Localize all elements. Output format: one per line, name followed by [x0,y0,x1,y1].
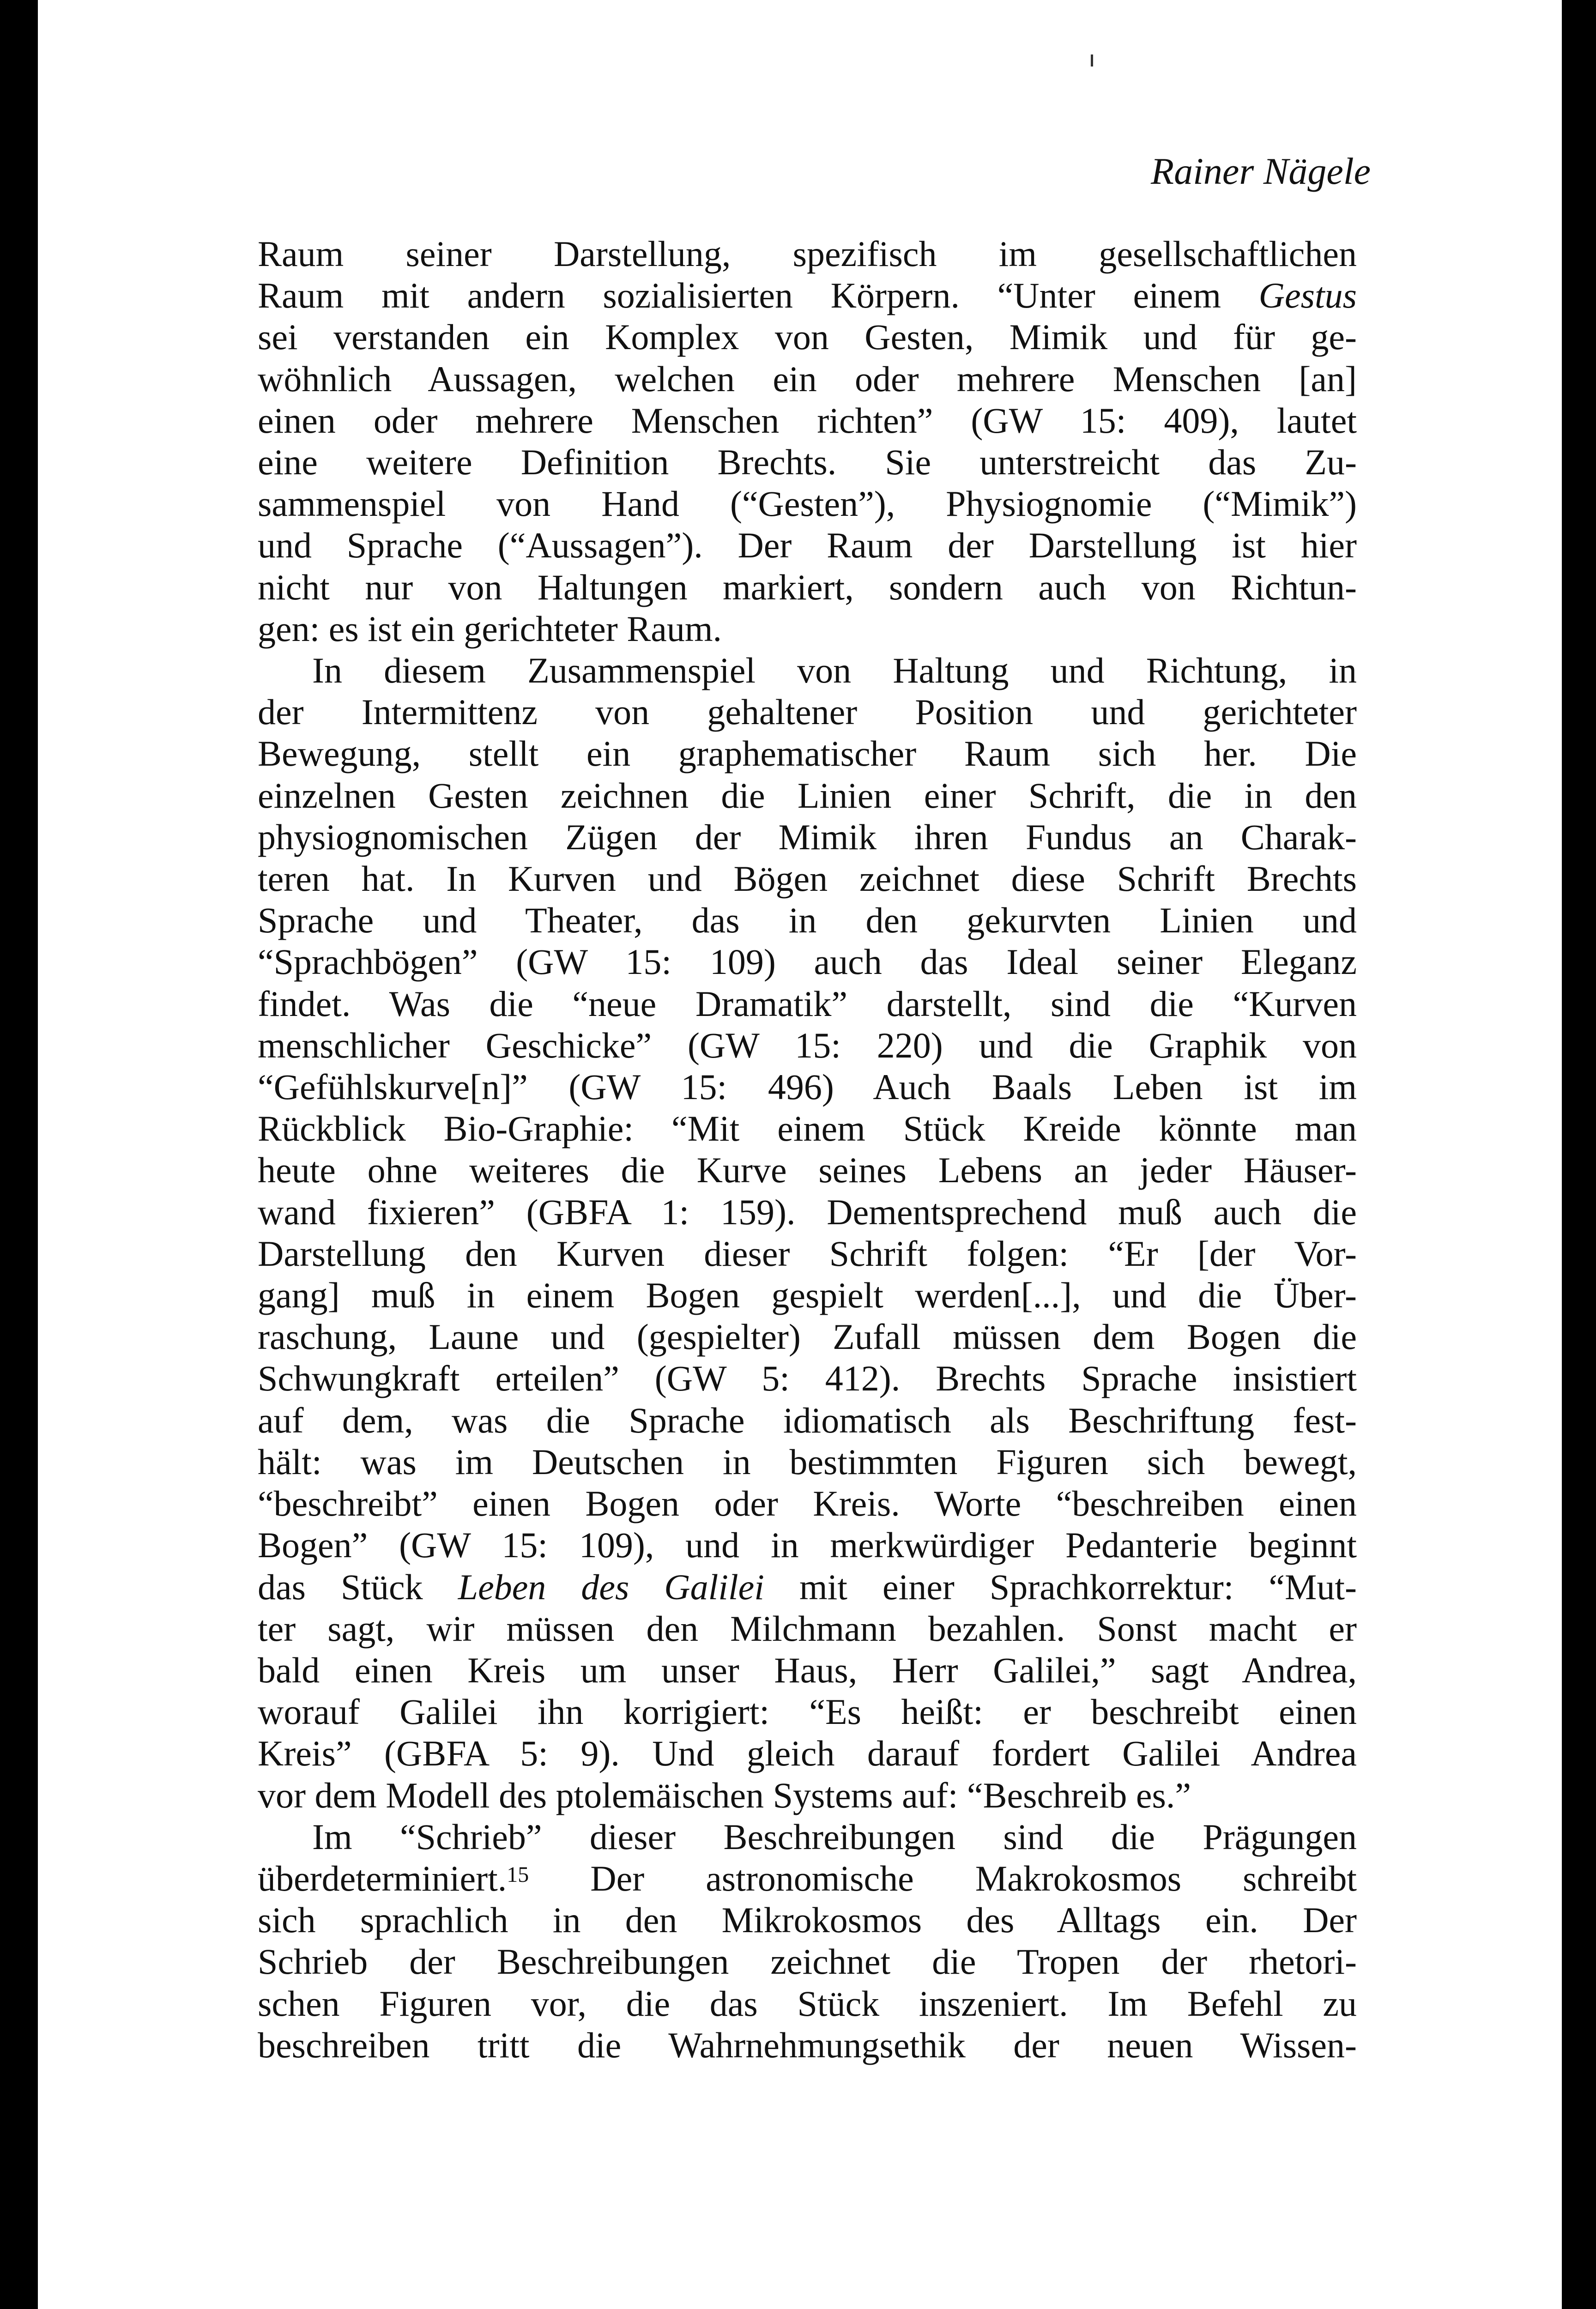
emphasis-gestus: Gestus [1258,275,1357,316]
text-line: einen oder mehrere Menschen richten” (GW 15: 409), lautet [258,400,1357,441]
text-line: Sprache und Theater, das in den gekurvten Linien und [258,900,1357,941]
text-line: beschreiben tritt die Wahrnehmungsethik der neuen Wissen- [258,2025,1357,2065]
text-line: hält: was im Deutschen in bestimmten Figuren sich bewegt, [258,1441,1357,1482]
text-line: sei verstanden ein Komplex von Gesten, Mimik und für ge- [258,317,1357,357]
text-line: auf dem, was die Sprache idiomatisch als Beschriftung fest- [258,1400,1357,1440]
book-page [38,0,1562,2309]
text-line: Raum seiner Darstellung, spezifisch im gesellschaftlichen [258,234,1357,274]
text-line: bald einen Kreis um unser Haus, Herr Galilei,” sagt Andrea, [258,1650,1357,1690]
text-line: Bogen” (GW 15: 109), und in merkwürdiger Pedanterie beginnt [258,1525,1357,1566]
text-line: Bewegung, stellt ein graphematischer Raum sich her. Die [258,733,1357,774]
scan-mark [1091,54,1093,66]
text-line: das Stück Leben des Galilei mit einer Sprachkorrektur: “Mut- [258,1566,1357,1607]
text-line: überdeterminiert.$^{15}$ Der astronomische Makrokosmos schreibt [258,1858,1357,1898]
emphasis-play-title: Leben des Galilei [458,1566,764,1607]
text-line: raschung, Laune und (gespielter) Zufall müssen dem Bogen die [258,1317,1357,1357]
text-line: Kreis” (GBFA 5: 9). Und gleich darauf fordert Galilei Andrea [258,1733,1357,1774]
text-line: “Gefühlskurve[n]” (GW 15: 496) Auch Baals Leben ist im [258,1067,1357,1107]
running-head-author: Rainer Nägele [1151,150,1371,192]
text-line: heute ohne weiteres die Kurve seines Lebens an jeder Häuser- [258,1150,1357,1191]
text-line: gang] muß in einem Bogen gespielt werden[...], und die Über- [258,1275,1357,1316]
text-line: In diesem Zusammenspiel von Haltung und Richtung, in [312,650,1357,691]
text-line: und Sprache (“Aussagen”). Der Raum der Darstellung ist hier [258,525,1357,566]
text-line: eine weitere Definition Brechts. Sie unterstreicht das Zu- [258,442,1357,483]
text-line: einzelnen Gesten zeichnen die Linien einer Schrift, die in den [258,775,1357,816]
text-line: teren hat. In Kurven und Bögen zeichnet diese Schrift Brechts [258,858,1357,899]
text-line: menschlicher Geschicke” (GW 15: 220) und die Graphik von [258,1025,1357,1065]
text-line: sammenspiel von Hand (“Gesten”), Physiognomie (“Mimik”) [258,484,1357,524]
text-line: der Intermittenz von gehaltener Position und gerichteter [258,692,1357,732]
text-line: sich sprachlich in den Mikrokosmos des Alltags ein. Der [258,1900,1357,1940]
text-line: Im “Schrieb” dieser Beschreibungen sind die Prägungen [312,1816,1357,1857]
text-line: wand fixieren” (GBFA 1: 159). Dementsprechend muß auch die [258,1191,1357,1232]
text-line: “beschreibt” einen Bogen oder Kreis. Worte “beschreiben einen [258,1483,1357,1524]
text-line: nicht nur von Haltungen markiert, sondern auch von Richtun- [258,567,1357,607]
text-line: worauf Galilei ihn korrigiert: “Es heißt: er beschreibt einen [258,1692,1357,1732]
text-line: Rückblick Bio-Graphie: “Mit einem Stück Kreide könnte man [258,1108,1357,1149]
text-line: wöhnlich Aussagen, welchen ein oder mehrere Menschen [an] [258,358,1357,399]
text-line: findet. Was die “neue Dramatik” darstellt, sind die “Kurven [258,983,1357,1024]
footnote-reference[interactable]: 15 [507,1862,529,1887]
text-line: gen: es ist ein gerichteter Raum. [258,608,722,649]
text-line: schen Figuren vor, die das Stück inszeniert. Im Befehl zu [258,1983,1357,2024]
text-line: Darstellung den Kurven dieser Schrift folgen: “Er [der Vor- [258,1233,1357,1274]
body-text [258,233,1357,2066]
text-line: Schwungkraft erteilen” (GW 5: 412). Brechts Sprache insistiert [258,1358,1357,1399]
text-line: ter sagt, wir müssen den Milchmann bezahlen. Sonst macht er [258,1608,1357,1649]
text-line: Raum mit andern sozialisierten Körpern. “Unter einem Gestus [258,275,1357,316]
text-line: physiognomischen Zügen der Mimik ihren Fundus an Charak- [258,816,1357,857]
text-line: “Sprachbögen” (GW 15: 109) auch das Ideal seiner Eleganz [258,942,1357,982]
text-line: vor dem Modell des ptolemäischen Systems auf: “Beschreib es.” [258,1775,1191,1815]
text-line: Schrieb der Beschreibungen zeichnet die Tropen der rhetori- [258,1941,1357,1982]
